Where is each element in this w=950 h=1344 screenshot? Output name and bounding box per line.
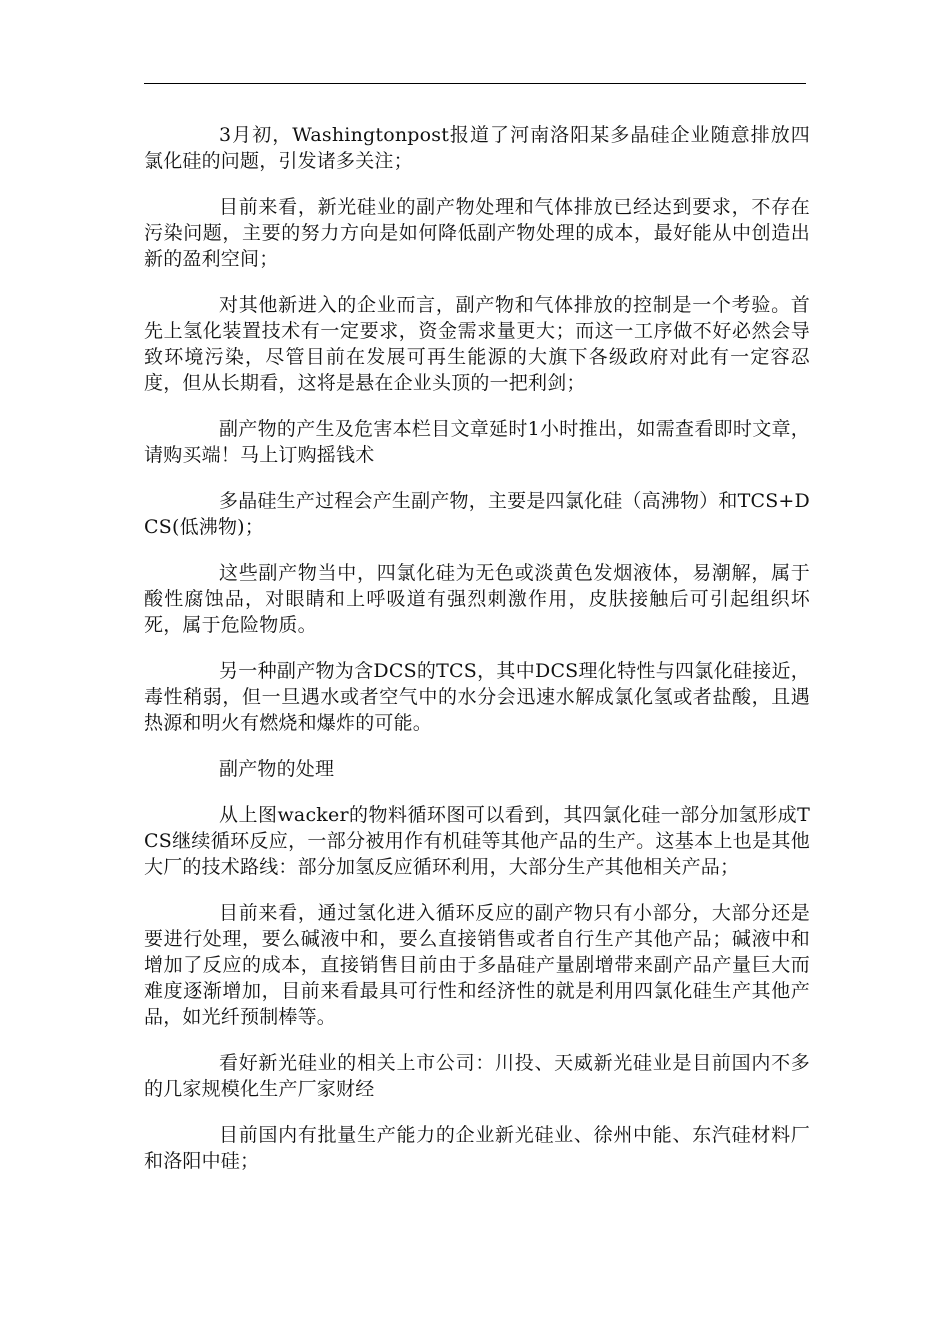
paragraph-12: 目前国内有批量生产能力的企业新光硅业、徐州中能、东汽硅材料厂和洛阳中硅；: [144, 1124, 810, 1172]
paragraph-3: 对其他新进入的企业而言，副产物和气体排放的控制是一个考验。首先上氢化装置技术有一定要求，资金需求量更大；而这一工序做不好必然会导致环境污染，尽管目前在发展可再生能源的大旗下各级政府对此有一定容忍度，但从长期看，这将是悬在企业头顶的一把利剑；: [144, 294, 810, 394]
paragraph-2: 目前来看，新光硅业的副产物处理和气体排放已经达到要求，不存在污染问题，主要的努力方向是如何降低副产物处理的成本，最好能从中创造出新的盈利空间；: [144, 196, 810, 270]
paragraph-1: 3月初，Washingtonpost报道了河南洛阳某多晶硅企业随意排放四氯化硅的问题，引发诸多关注；: [144, 124, 810, 172]
paragraph-11: 看好新光硅业的相关上市公司：川投、天威新光硅业是目前国内不多的几家规模化生产厂家财经: [144, 1052, 810, 1100]
paragraph-6: 这些副产物当中，四氯化硅为无色或淡黄色发烟液体，易潮解，属于酸性腐蚀品，对眼睛和上呼吸道有强烈刺激作用，皮肤接触后可引起组织坏死，属于危险物质。: [144, 562, 810, 636]
header-rule: [144, 83, 806, 84]
paragraph-10: 目前来看，通过氢化进入循环反应的副产物只有小部分，大部分还是要进行处理，要么碱液中和，要么直接销售或者自行生产其他产品；碱液中和增加了反应的成本，直接销售目前由于多晶硅产量剧增带来副产品产量巨大而难度逐渐增加，目前来看最具可行性和经济性的就是利用四氯化硅生产其他产品，如光纤预制棒等。: [144, 902, 810, 1028]
paragraph-5: 多晶硅生产过程会产生副产物，主要是四氯化硅（高沸物）和TCS+DCS(低沸物)；: [144, 490, 810, 538]
section-heading: 副产物的处理: [219, 758, 335, 780]
paragraph-9: 从上图wacker的物料循环图可以看到，其四氯化硅一部分加氢形成TCS继续循环反应，一部分被用作有机硅等其他产品的生产。这基本上也是其他大厂的技术路线：部分加氢反应循环利用，大部分生产其他相关产品；: [144, 804, 810, 878]
paragraph-4: 副产物的产生及危害本栏目文章延时1小时推出，如需查看即时文章，请购买端！马上订购摇钱术: [144, 418, 810, 466]
paragraph-7: 另一种副产物为含DCS的TCS，其中DCS理化特性与四氯化硅接近，毒性稍弱，但一旦遇水或者空气中的水分会迅速水解成氯化氢或者盐酸，且遇热源和明火有燃烧和爆炸的可能。: [144, 660, 810, 734]
article-body: [144, 122, 810, 1194]
